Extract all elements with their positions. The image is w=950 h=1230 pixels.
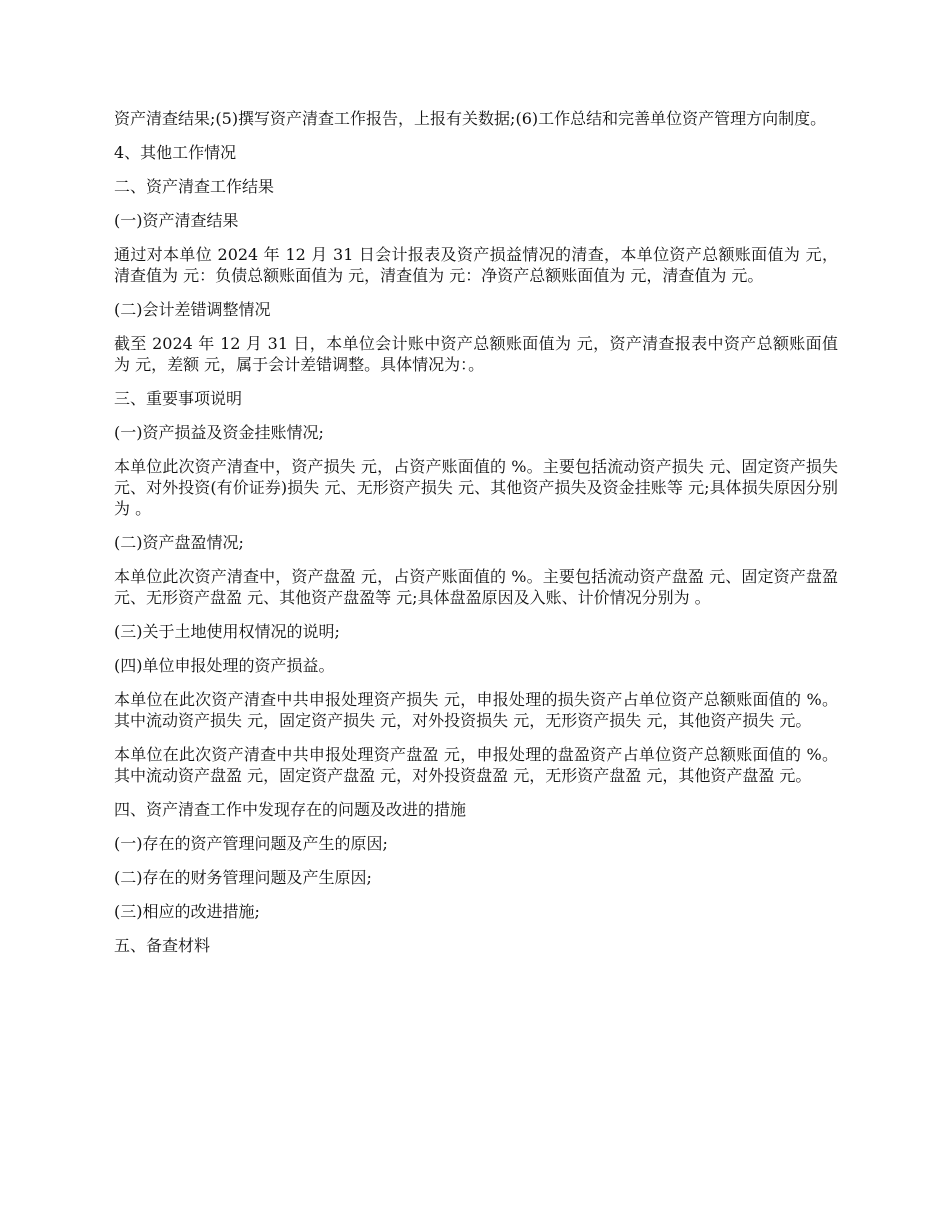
paragraph-asset-surplus: 本单位此次资产清查中，资产盘盈 元，占资产账面值的 %。主要包括流动资产盘盈 元、固定资产盘盈 元、无形资产盘盈 元、其他资产盘盈等 元;具体盘盈原因及入账、计价情况分别为 。 [114,567,838,607]
heading-section-2: 二、资产清查工作结果 [114,177,275,196]
subheading-inventory-result: (一)资产清查结果 [114,211,239,230]
subheading-accounting-error: (二)会计差错调整情况 [114,300,271,319]
heading-section-3: 三、重要事项说明 [114,389,243,408]
subheading-asset-surplus: (二)资产盘盈情况; [114,533,244,552]
paragraph-accounting-error: 截至 2024 年 12 月 31 日，本单位会计账中资产总额账面值为 元，资产清查报表中资产总额账面值为 元，差额 元，属于会计差错调整。具体情况为：。 [114,334,838,374]
document-body [114,108,838,969]
heading-other-work: 4、其他工作情况 [114,143,237,162]
paragraph-declared-loss: 本单位在此次资产清查中共申报处理资产损失 元，申报处理的损失资产占单位资产总额账面值的 %。其中流动资产损失 元，固定资产损失 元，对外投资损失 元，无形资产损失 元，其他资产损失 元。 [114,690,838,730]
subheading-land-use: (三)关于土地使用权情况的说明; [114,622,340,641]
heading-section-5: 五、备查材料 [114,936,211,955]
paragraph-asset-loss: 本单位此次资产清查中，资产损失 元，占资产账面值的 %。主要包括流动资产损失 元、固定资产损失 元、对外投资(有价证券)损失 元、无形资产损失 元、其他资产损失及资金挂账等 元;具体损失原因分别为 。 [114,457,838,518]
subheading-asset-management-issues: (一)存在的资产管理问题及产生的原因; [114,834,388,853]
subheading-asset-loss: (一)资产损益及资金挂账情况; [114,423,324,442]
heading-section-4: 四、资产清查工作中发现存在的问题及改进的措施 [114,800,467,819]
subheading-financial-issues: (二)存在的财务管理问题及产生原因; [114,868,372,887]
subheading-improvements: (三)相应的改进措施; [114,902,260,921]
paragraph-declared-surplus: 本单位在此次资产清查中共申报处理资产盘盈 元，申报处理的盘盈资产占单位资产总额账面值的 %。其中流动资产盘盈 元，固定资产盘盈 元，对外投资盘盈 元，无形资产盘盈 元，其他资产盘盈 元。 [114,745,838,785]
subheading-declared-gains-losses: (四)单位申报处理的资产损益。 [114,656,335,675]
paragraph-inventory-result: 通过对本单位 2024 年 12 月 31 日会计报表及资产损益情况的清查，本单位资产总额账面值为 元，清查值为 元：负债总额账面值为 元，清查值为 元：净资产总额账面值为 元，清查值为 元。 [114,245,838,285]
paragraph-continuation: 资产清查结果;(5)撰写资产清查工作报告，上报有关数据;(6)工作总结和完善单位资产管理方向制度。 [114,109,827,128]
